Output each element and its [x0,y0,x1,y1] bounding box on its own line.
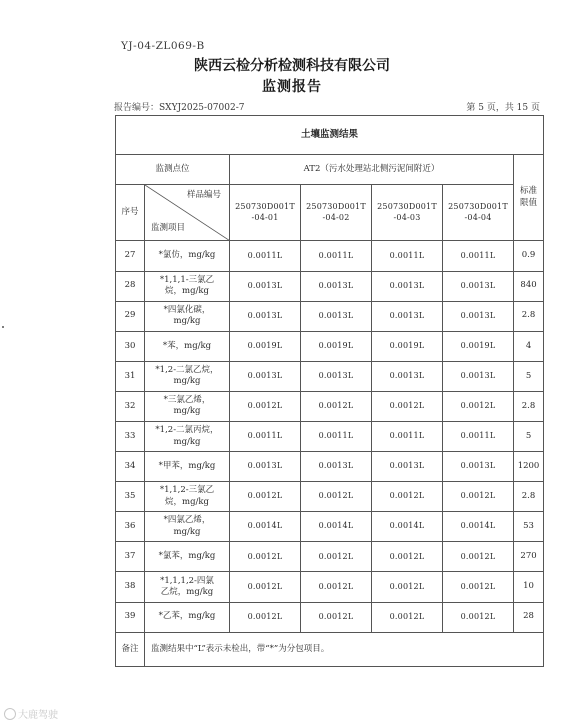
result-value: 0.0012L [443,391,514,421]
table-row [116,512,544,542]
result-value: 0.0013L [301,361,372,391]
result-value: 0.0012L [230,391,301,421]
result-value: 0.0012L [230,602,301,632]
standard-limit: 270 [514,542,544,572]
result-value: 0.0012L [372,542,443,572]
result-value: 0.0011L [443,422,514,452]
result-value: 0.0013L [230,271,301,301]
result-value: 0.0012L [372,602,443,632]
section-title: 土壤监测结果 [116,116,544,155]
result-value: 0.0013L [443,301,514,331]
result-value: 0.0012L [372,391,443,421]
monitoring-item: *1,2-二氯丙烷， mg/kg [145,422,230,452]
standard-limit: 5 [514,422,544,452]
edge-mark [2,326,4,328]
row-number: 31 [116,361,145,391]
row-number: 39 [116,602,145,632]
table-row [116,482,544,512]
monitoring-item: *1,1,1,2-四氯 乙烷，mg/kg [145,572,230,602]
result-value: 0.0014L [301,512,372,542]
result-value: 0.0019L [443,331,514,361]
standard-limit: 5 [514,361,544,391]
row-number: 27 [116,241,145,271]
standard-limit: 2.8 [514,391,544,421]
result-value: 0.0013L [230,452,301,482]
result-value: 0.0013L [443,452,514,482]
monitoring-item: *1,1,1-三氯乙 烷，mg/kg [145,271,230,301]
result-value: 0.0012L [372,572,443,602]
standard-limit: 1200 [514,452,544,482]
sample-id-label: 样品编号 [186,190,221,201]
table-row [116,331,544,361]
result-value: 0.0012L [443,542,514,572]
result-value: 0.0012L [443,572,514,602]
table-row [116,602,544,632]
result-value: 0.0012L [230,542,301,572]
row-number: 29 [116,301,145,331]
result-value: 0.0014L [443,512,514,542]
result-value: 0.0019L [372,331,443,361]
results-table [115,115,544,667]
table-row [116,361,544,391]
row-number: 30 [116,331,145,361]
monitoring-item: *苯，mg/kg [145,331,230,361]
result-value: 0.0019L [301,331,372,361]
monitoring-item-label: 监测项目 [151,222,186,233]
report-title: 监测报告 [262,79,322,95]
result-value: 0.0013L [301,271,372,301]
row-number: 37 [116,542,145,572]
row-number: 34 [116,452,145,482]
result-value: 0.0013L [372,452,443,482]
table-row [116,271,544,301]
table-row [116,572,544,602]
result-value: 0.0012L [443,482,514,512]
standard-limit: 10 [514,572,544,602]
monitoring-item: *甲苯，mg/kg [145,452,230,482]
result-value: 0.0012L [301,572,372,602]
note-text: 监测结果中“L”表示未检出，带“*”为分包项目。 [145,632,544,666]
row-number: 32 [116,391,145,421]
result-value: 0.0012L [301,482,372,512]
standard-limit-header: 标准 限值 [514,155,544,241]
standard-limit: 2.8 [514,301,544,331]
result-value: 0.0019L [230,331,301,361]
monitoring-item: *三氯乙烯， mg/kg [145,391,230,421]
result-value: 0.0013L [230,361,301,391]
monitoring-item: *氯苯，mg/kg [145,542,230,572]
monitoring-item: *1,1,2-三氯乙 烷，mg/kg [145,482,230,512]
result-value: 0.0014L [372,512,443,542]
result-value: 0.0012L [443,602,514,632]
row-number: 36 [116,512,145,542]
location-label: 监测点位 [116,155,230,185]
result-value: 0.0012L [230,482,301,512]
monitoring-item: *四氯乙烯， mg/kg [145,512,230,542]
result-value: 0.0011L [230,241,301,271]
monitoring-item: *氯仿，mg/kg [145,241,230,271]
result-value: 0.0012L [301,391,372,421]
watermark [4,706,58,721]
standard-limit: 0.9 [514,241,544,271]
document-code: YJ-04-ZL069-B [121,40,205,52]
table-row [116,391,544,421]
monitoring-item: *乙苯，mg/kg [145,602,230,632]
result-value: 0.0011L [372,241,443,271]
result-value: 0.0013L [230,301,301,331]
result-value: 0.0012L [372,482,443,512]
standard-limit: 840 [514,271,544,301]
standard-limit: 53 [514,512,544,542]
seq-header: 序号 [116,185,145,241]
sample-id-3: 250730D001T -04-03 [372,185,443,241]
result-value: 0.0012L [230,572,301,602]
result-value: 0.0012L [301,602,372,632]
standard-limit: 4 [514,331,544,361]
result-value: 0.0013L [443,361,514,391]
result-value: 0.0013L [301,301,372,331]
result-value: 0.0013L [372,361,443,391]
table-row [116,452,544,482]
company-name: 陕西云检分析检测科技有限公司 [194,58,390,74]
page-info: 第 5 页，共 15 页 [466,103,540,113]
sample-id-1: 250730D001T -04-01 [230,185,301,241]
standard-limit: 2.8 [514,482,544,512]
location-value: AT2（污水处理站北侧污泥间附近） [230,155,514,185]
result-value: 0.0011L [443,241,514,271]
watermark-text: 大鹿驾驶 [18,710,58,721]
result-value: 0.0011L [230,422,301,452]
standard-limit: 28 [514,602,544,632]
result-value: 0.0012L [301,542,372,572]
note-label: 备注 [116,632,145,666]
table-row [116,301,544,331]
result-value: 0.0011L [301,422,372,452]
result-value: 0.0011L [372,422,443,452]
result-value: 0.0013L [301,452,372,482]
sample-id-2: 250730D001T -04-02 [301,185,372,241]
table-row [116,241,544,271]
table-row [116,542,544,572]
result-value: 0.0014L [230,512,301,542]
diagonal-header [145,185,230,241]
sample-id-4: 250730D001T -04-04 [443,185,514,241]
table-row [116,422,544,452]
watermark-icon [4,708,16,720]
row-number: 35 [116,482,145,512]
result-value: 0.0013L [372,301,443,331]
monitoring-item: *1,2-二氯乙烷， mg/kg [145,361,230,391]
result-value: 0.0011L [301,241,372,271]
result-value: 0.0013L [443,271,514,301]
report-number: 报告编号：SXYJ2025-07002-7 [114,103,245,113]
row-number: 28 [116,271,145,301]
row-number: 38 [116,572,145,602]
row-number: 33 [116,422,145,452]
result-value: 0.0013L [372,271,443,301]
monitoring-item: *四氯化碳， mg/kg [145,301,230,331]
